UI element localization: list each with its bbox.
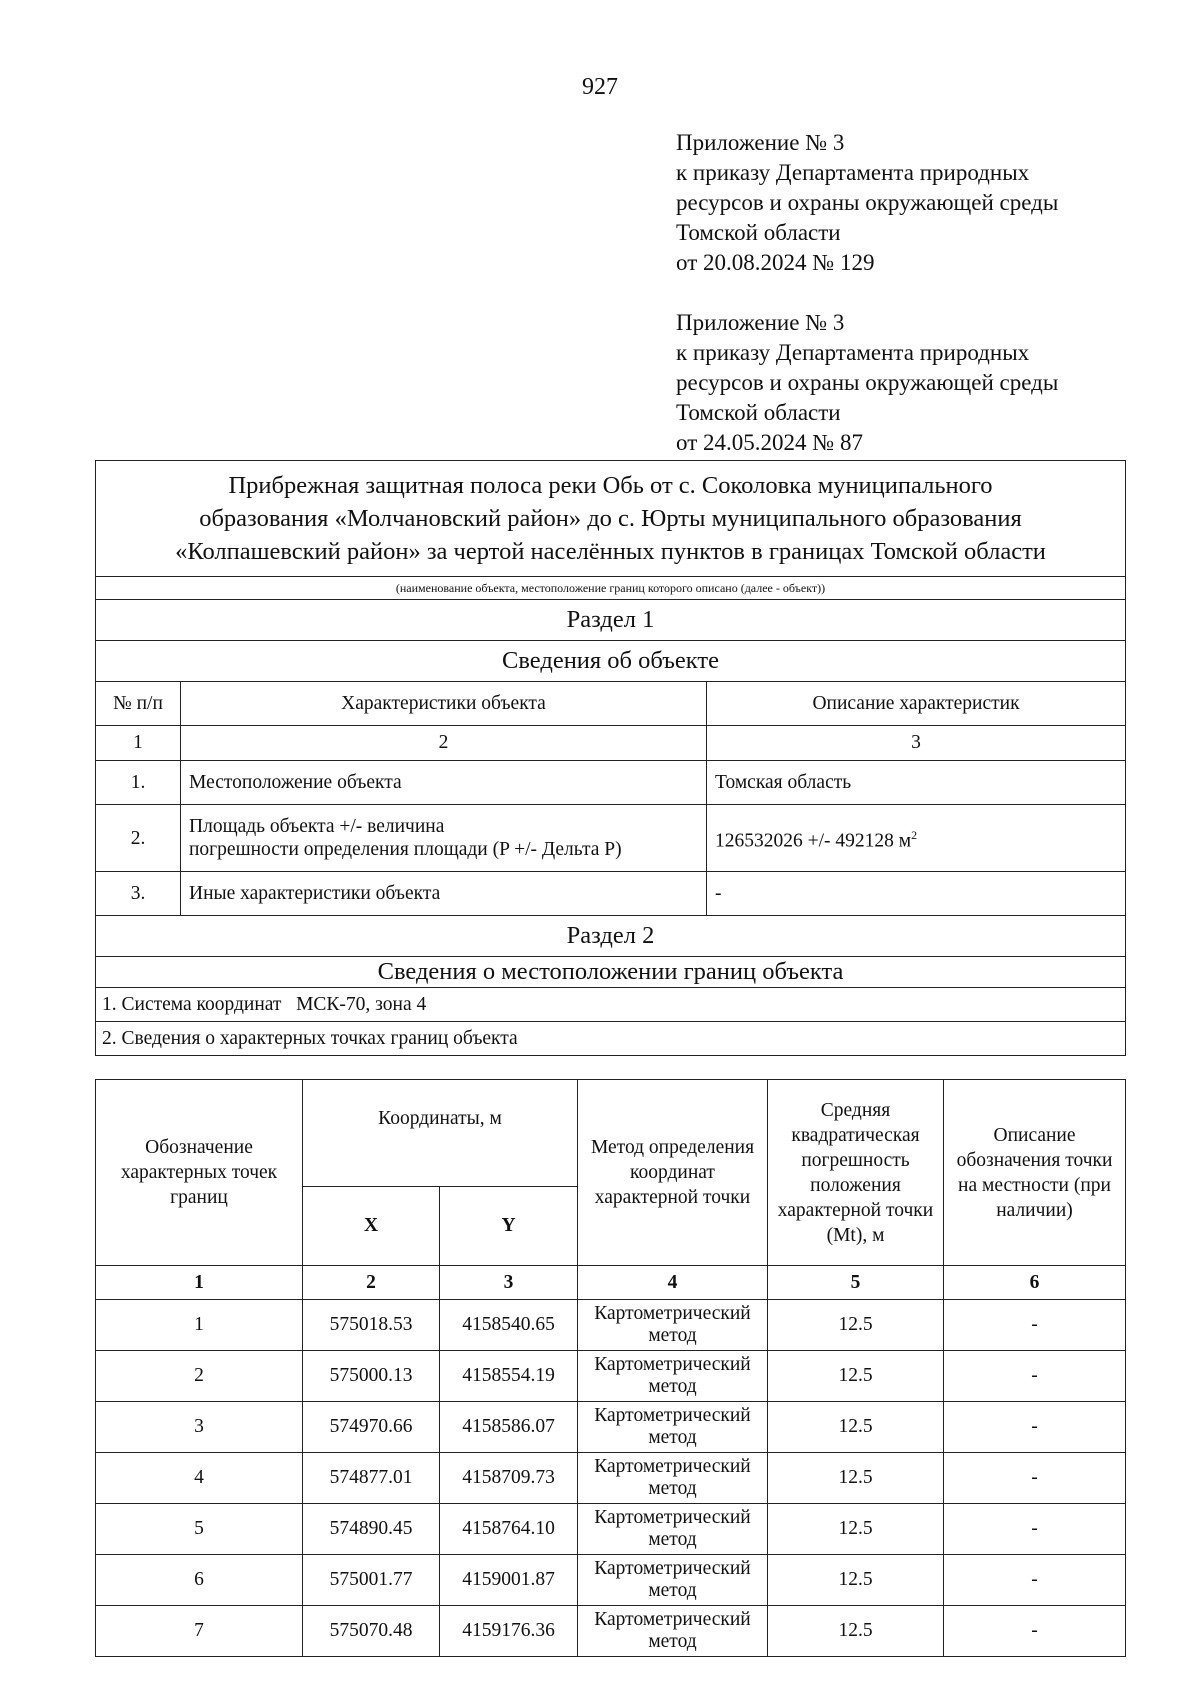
- method-line: метод: [648, 1427, 697, 1448]
- method-line: Картометрический: [594, 1354, 751, 1375]
- point-x: 575018.53: [303, 1300, 440, 1351]
- header-y: Y: [440, 1187, 578, 1266]
- table-row: [96, 1606, 1126, 1657]
- point-mt: 12.5: [768, 1606, 944, 1657]
- point-mt: 12.5: [768, 1555, 944, 1606]
- header-description: Описание характеристик: [707, 682, 1126, 726]
- points-label: 2. Сведения о характерных точках границ объекта: [96, 1022, 1126, 1056]
- point-desc: -: [944, 1351, 1126, 1402]
- row-value: Томская область: [707, 761, 1126, 805]
- header-line: наличии): [996, 1199, 1073, 1221]
- point-x: 575000.13: [303, 1351, 440, 1402]
- header-line: обозначения точки: [956, 1149, 1113, 1171]
- section1-heading: Раздел 1: [96, 600, 1126, 641]
- section1-subheading: Сведения об объекте: [96, 641, 1126, 682]
- header-characteristics: Характеристики объекта: [181, 682, 707, 726]
- point-y: 4158540.65: [440, 1300, 578, 1351]
- col-number: 4: [578, 1266, 768, 1300]
- header-line: характерных точек: [120, 1162, 278, 1183]
- point-y: 4158709.73: [440, 1453, 578, 1504]
- coord-system-label: 1. Система координат: [102, 993, 282, 1015]
- appendix-line: Томской области: [676, 220, 841, 245]
- point-y: 4158554.19: [440, 1351, 578, 1402]
- coord-system-value: МСК-70, зона 4: [296, 993, 427, 1015]
- header-line: Метод определения: [590, 1137, 755, 1158]
- header-line: погрешность: [801, 1149, 910, 1171]
- point-method: [578, 1300, 768, 1351]
- table-row: [96, 872, 1126, 916]
- header-line: координат: [630, 1162, 715, 1183]
- point-x: 575001.77: [303, 1555, 440, 1606]
- point-method: [578, 1351, 768, 1402]
- row-value: [707, 805, 1126, 872]
- header-line: Обозначение: [145, 1137, 253, 1158]
- method-line: метод: [648, 1631, 697, 1652]
- table-row: [96, 1351, 1126, 1402]
- point-desc: -: [944, 1504, 1126, 1555]
- object-title-line: Прибрежная защитная полоса реки Обь от с. Соколовка муниципального: [228, 472, 993, 499]
- point-id: 7: [96, 1606, 303, 1657]
- point-desc: -: [944, 1606, 1126, 1657]
- area-value: 126532026 +/- 492128 м: [715, 830, 912, 852]
- point-x: 574970.66: [303, 1402, 440, 1453]
- table-row: [96, 1504, 1126, 1555]
- col-number: 2: [181, 726, 707, 761]
- col-number: 1: [96, 726, 181, 761]
- point-mt: 12.5: [768, 1504, 944, 1555]
- header-line: квадратическая: [791, 1124, 920, 1146]
- appendix-line: к приказу Департамента природных: [676, 160, 1030, 185]
- object-caption: (наименование объекта, местоположение границ которого описано (далее - объект)): [96, 577, 1126, 600]
- point-method: [578, 1606, 768, 1657]
- col-number: 5: [768, 1266, 944, 1300]
- row-num: 2.: [96, 805, 181, 872]
- table-row: [96, 1300, 1126, 1351]
- method-line: метод: [648, 1478, 697, 1499]
- header-line: (Mt), м: [826, 1224, 885, 1246]
- point-id: 4: [96, 1453, 303, 1504]
- point-id: 2: [96, 1351, 303, 1402]
- appendix-line: ресурсов и охраны окружающей среды: [676, 190, 1059, 215]
- appendix-current: [676, 128, 1058, 278]
- row-name-line: Площадь объекта +/- величина: [189, 816, 445, 837]
- object-title: [96, 461, 1126, 577]
- point-desc: -: [944, 1402, 1126, 1453]
- row-num: 1.: [96, 761, 181, 805]
- method-line: Картометрический: [594, 1456, 751, 1477]
- section2-subheading: Сведения о местоположении границ объекта: [96, 957, 1126, 988]
- point-id: 3: [96, 1402, 303, 1453]
- point-method: [578, 1555, 768, 1606]
- point-x: 574877.01: [303, 1453, 440, 1504]
- point-mt: 12.5: [768, 1402, 944, 1453]
- table-row: [96, 1453, 1126, 1504]
- header-x: X: [303, 1187, 440, 1266]
- header-error: [768, 1080, 944, 1266]
- point-y: 4159001.87: [440, 1555, 578, 1606]
- row-value: -: [707, 872, 1126, 916]
- row-name: Местоположение объекта: [181, 761, 707, 805]
- point-desc: -: [944, 1300, 1126, 1351]
- point-mt: 12.5: [768, 1351, 944, 1402]
- point-y: 4158586.07: [440, 1402, 578, 1453]
- point-x: 574890.45: [303, 1504, 440, 1555]
- table-row: [96, 1402, 1126, 1453]
- method-line: метод: [648, 1325, 697, 1346]
- appendix-line: от 20.08.2024 № 129: [676, 250, 875, 275]
- object-title-line: образования «Молчановский район» до с. Юрты муниципального образования: [199, 505, 1022, 532]
- appendix-line: Приложение № 3: [676, 310, 845, 335]
- method-line: Картометрический: [594, 1303, 751, 1324]
- header-coords: Координаты, м: [303, 1080, 578, 1187]
- point-desc: -: [944, 1453, 1126, 1504]
- area-unit-superscript: 2: [911, 827, 918, 842]
- header-point: [96, 1080, 303, 1266]
- section2-heading: Раздел 2: [96, 916, 1126, 957]
- header-line: границ: [170, 1187, 228, 1208]
- point-mt: 12.5: [768, 1300, 944, 1351]
- header-line: характерной точки: [777, 1199, 934, 1221]
- point-y: 4158764.10: [440, 1504, 578, 1555]
- header-description: [944, 1080, 1126, 1266]
- table-row: [96, 805, 1126, 872]
- row-name: Иные характеристики объекта: [181, 872, 707, 916]
- point-method: [578, 1402, 768, 1453]
- header-num: № п/п: [96, 682, 181, 726]
- table-row: [96, 761, 1126, 805]
- method-line: метод: [648, 1529, 697, 1550]
- appendix-previous: [676, 308, 1058, 458]
- header-line: характерной точки: [594, 1187, 751, 1208]
- coord-system: [96, 988, 1126, 1022]
- method-line: Картометрический: [594, 1609, 751, 1630]
- method-line: Картометрический: [594, 1507, 751, 1528]
- point-x: 575070.48: [303, 1606, 440, 1657]
- method-line: Картометрический: [594, 1558, 751, 1579]
- point-method: [578, 1504, 768, 1555]
- points-table: [95, 1079, 1126, 1657]
- header-line: положения: [810, 1174, 901, 1196]
- point-method: [578, 1453, 768, 1504]
- point-mt: 12.5: [768, 1453, 944, 1504]
- object-title-line: «Колпашевский район» за чертой населённых пунктов в границах Томской области: [175, 538, 1046, 565]
- appendix-line: Приложение № 3: [676, 130, 845, 155]
- point-y: 4159176.36: [440, 1606, 578, 1657]
- appendix-line: Томской области: [676, 400, 841, 425]
- col-number: 1: [96, 1266, 303, 1300]
- row-name: [181, 805, 707, 872]
- header-line: Средняя: [820, 1099, 891, 1121]
- col-number: 6: [944, 1266, 1126, 1300]
- header-line: Описание: [993, 1124, 1076, 1146]
- point-id: 6: [96, 1555, 303, 1606]
- point-id: 5: [96, 1504, 303, 1555]
- row-num: 3.: [96, 872, 181, 916]
- method-line: Картометрический: [594, 1405, 751, 1426]
- header-method: [578, 1080, 768, 1266]
- col-number: 3: [707, 726, 1126, 761]
- object-info-table: [95, 460, 1126, 1056]
- appendix-line: к приказу Департамента природных: [676, 340, 1030, 365]
- col-number: 3: [440, 1266, 578, 1300]
- table-row: [96, 1555, 1126, 1606]
- method-line: метод: [648, 1580, 697, 1601]
- appendix-line: от 24.05.2024 № 87: [676, 430, 863, 455]
- col-number: 2: [303, 1266, 440, 1300]
- point-desc: -: [944, 1555, 1126, 1606]
- page-number: 927: [582, 74, 618, 100]
- appendix-line: ресурсов и охраны окружающей среды: [676, 370, 1059, 395]
- method-line: метод: [648, 1376, 697, 1397]
- points-body: [96, 1300, 1126, 1657]
- header-line: на местности (при: [958, 1174, 1111, 1196]
- point-id: 1: [96, 1300, 303, 1351]
- row-name-line: погрешности определения площади (P +/- Дельта P): [189, 839, 622, 860]
